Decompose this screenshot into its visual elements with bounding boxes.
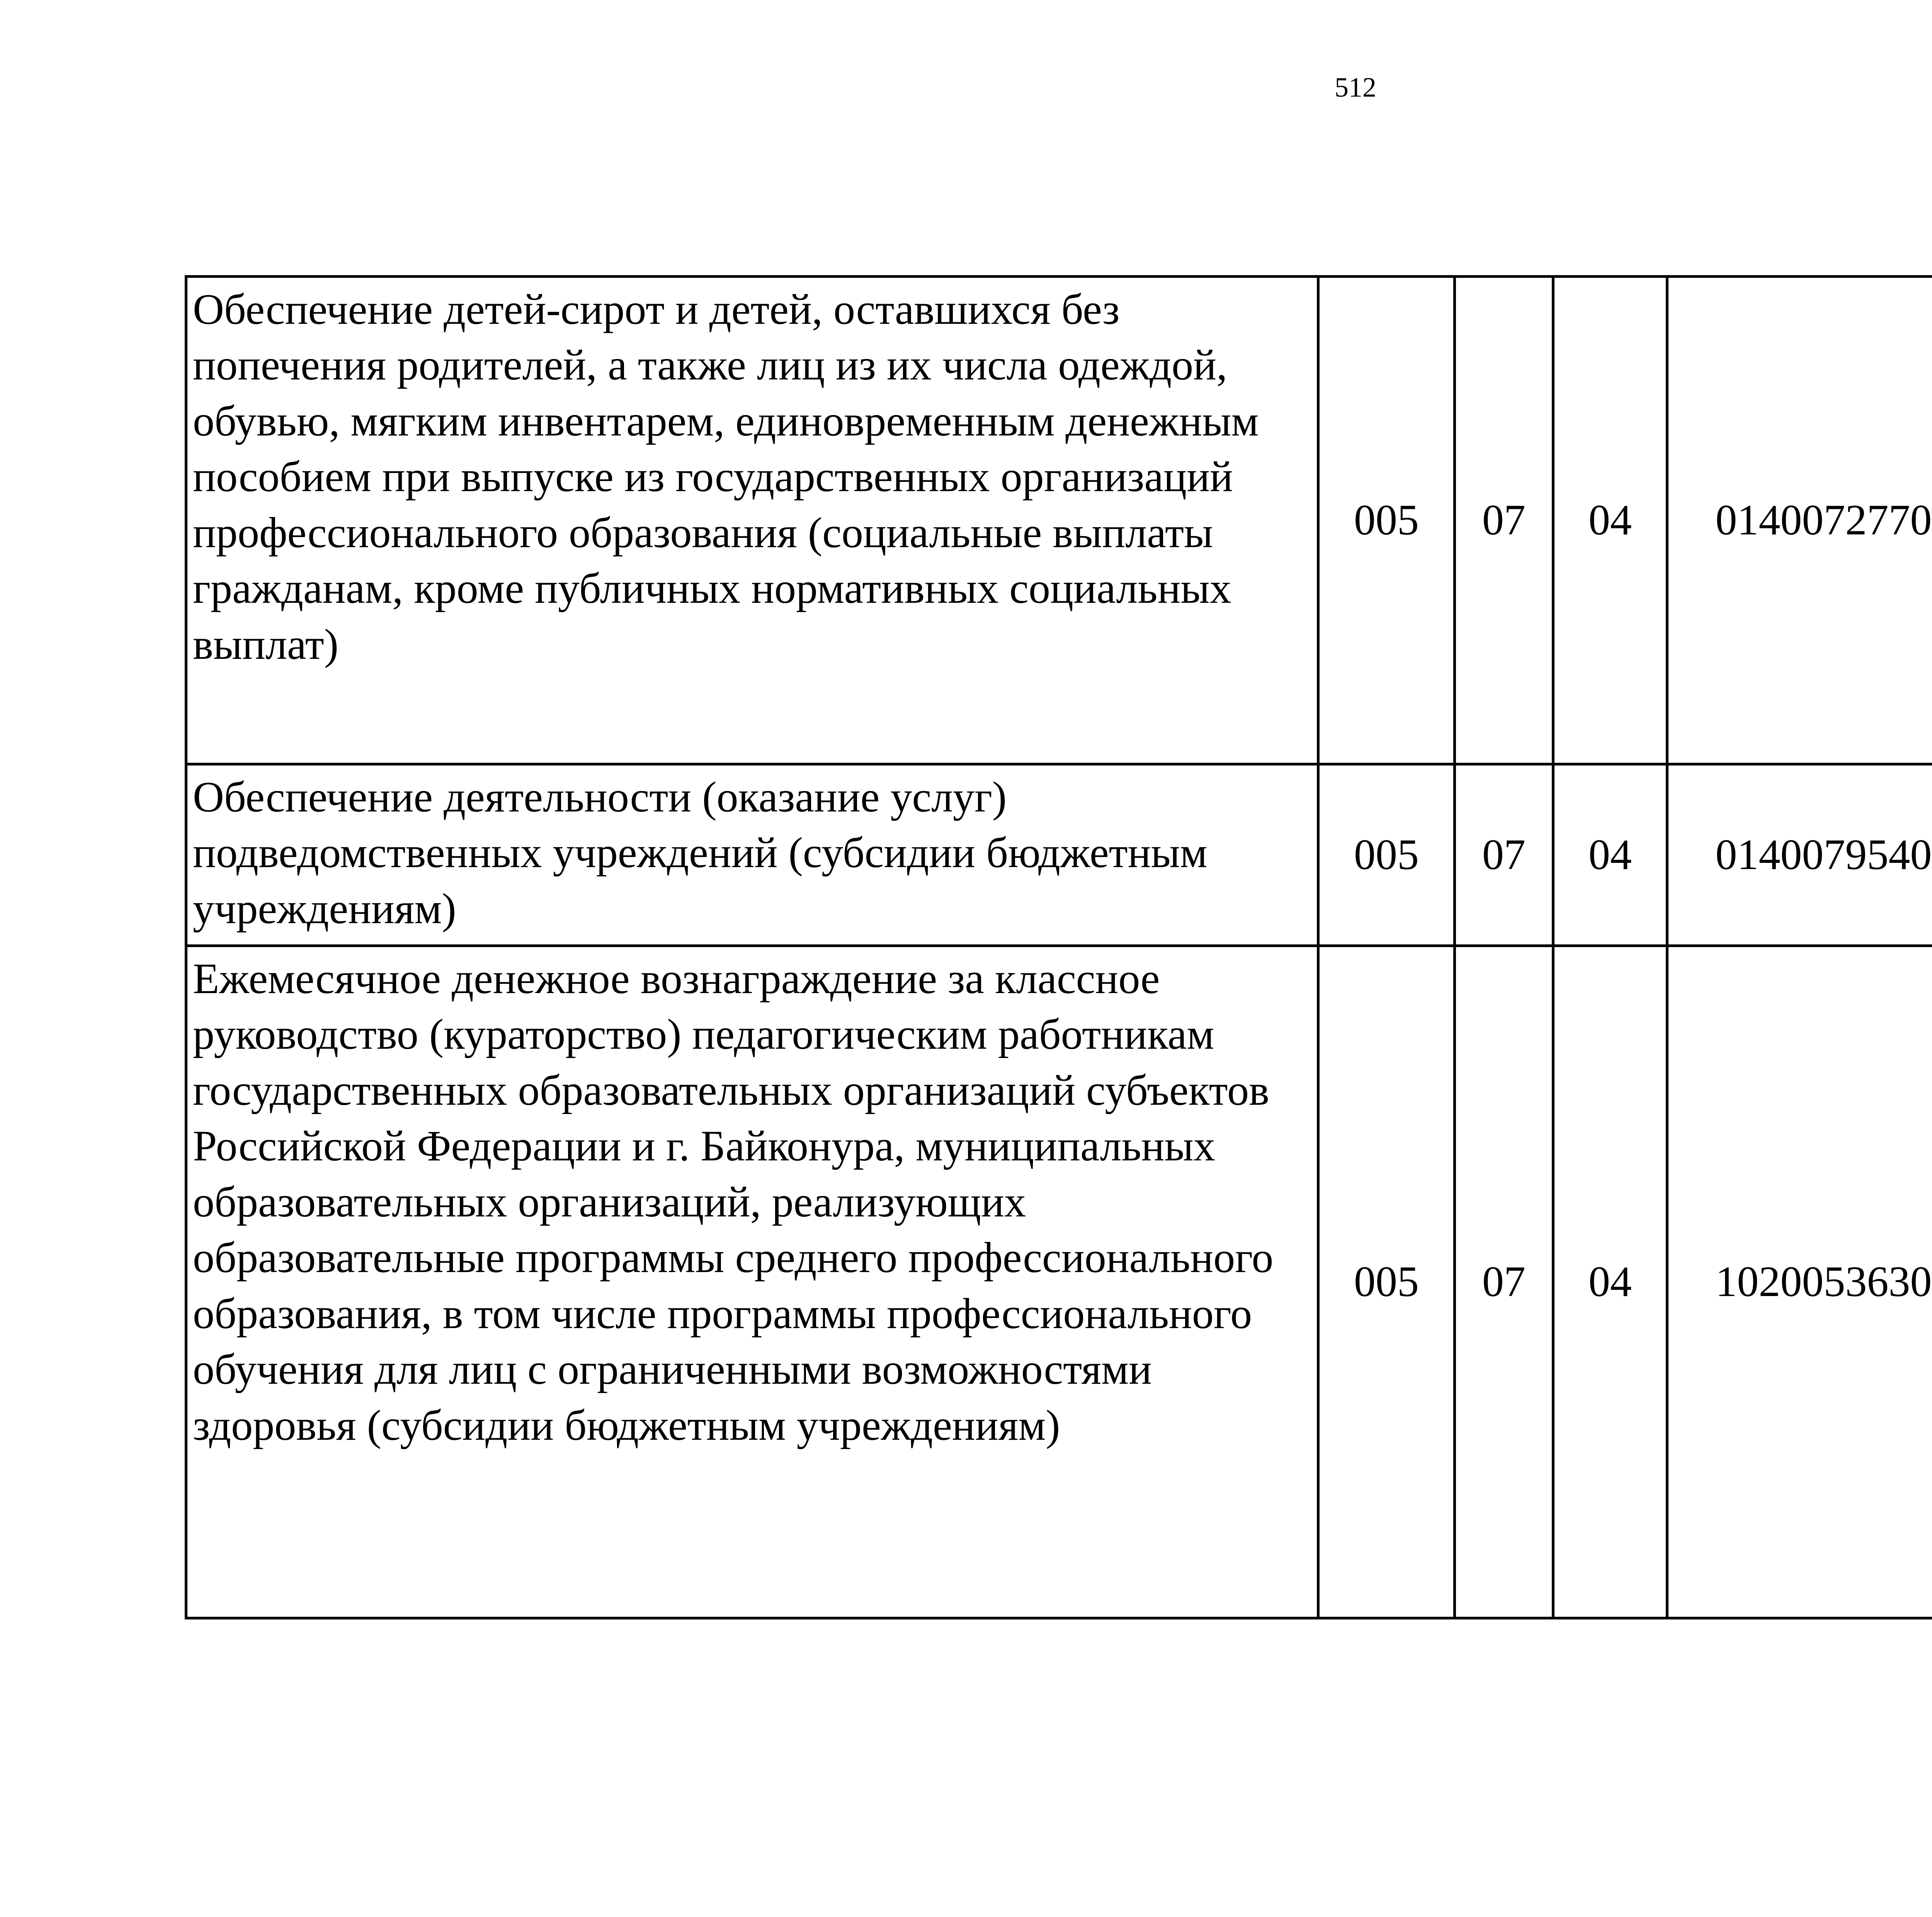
row-target-article: 0140079540 (1667, 764, 1932, 946)
row-ministry-code: 005 (1318, 764, 1455, 946)
row-description: Ежемесячное денежное вознаграждение за классное руководство (кураторство) педагогическим работникам государственных образовательных организаций субъектов Российской Федерации и г. Байконура, муниципальных образовательных организаций, реализующих образовательные программы среднего профессионального образования, в том числе программы профессионального обучения для лиц с ограниченными возможностями здоровья (субсидии бюджетным учреждениям) (186, 946, 1318, 1618)
table-row (186, 946, 1932, 1618)
row-target-article: 0140072770 (1667, 277, 1932, 764)
budget-table (185, 275, 1932, 1619)
row-ministry-code: 005 (1318, 277, 1455, 764)
row-section-code: 07 (1455, 764, 1553, 946)
row-section-code: 07 (1455, 277, 1553, 764)
row-description: Обеспечение деятельности (оказание услуг) подведомственных учреждений (субсидии бюджетным учреждениям) (186, 764, 1318, 946)
row-subsection-code: 04 (1553, 764, 1667, 946)
row-ministry-code: 005 (1318, 946, 1455, 1618)
row-subsection-code: 04 (1553, 277, 1667, 764)
row-description: Обеспечение детей-сирот и детей, оставшихся без попечения родителей, а также лиц из их числа одеждой, обувью, мягким инвентарем, единовременным денежным пособием при выпуске из государственных организаций профессионального образования (социальные выплаты гражданам, кроме публичных нормативных социальных выплат) (186, 277, 1318, 764)
row-subsection-code: 04 (1553, 946, 1667, 1618)
table-row (186, 277, 1932, 764)
row-section-code: 07 (1455, 946, 1553, 1618)
row-target-article: 1020053630 (1667, 946, 1932, 1618)
page-number: 512 (1335, 72, 1376, 103)
table-row (186, 764, 1932, 946)
